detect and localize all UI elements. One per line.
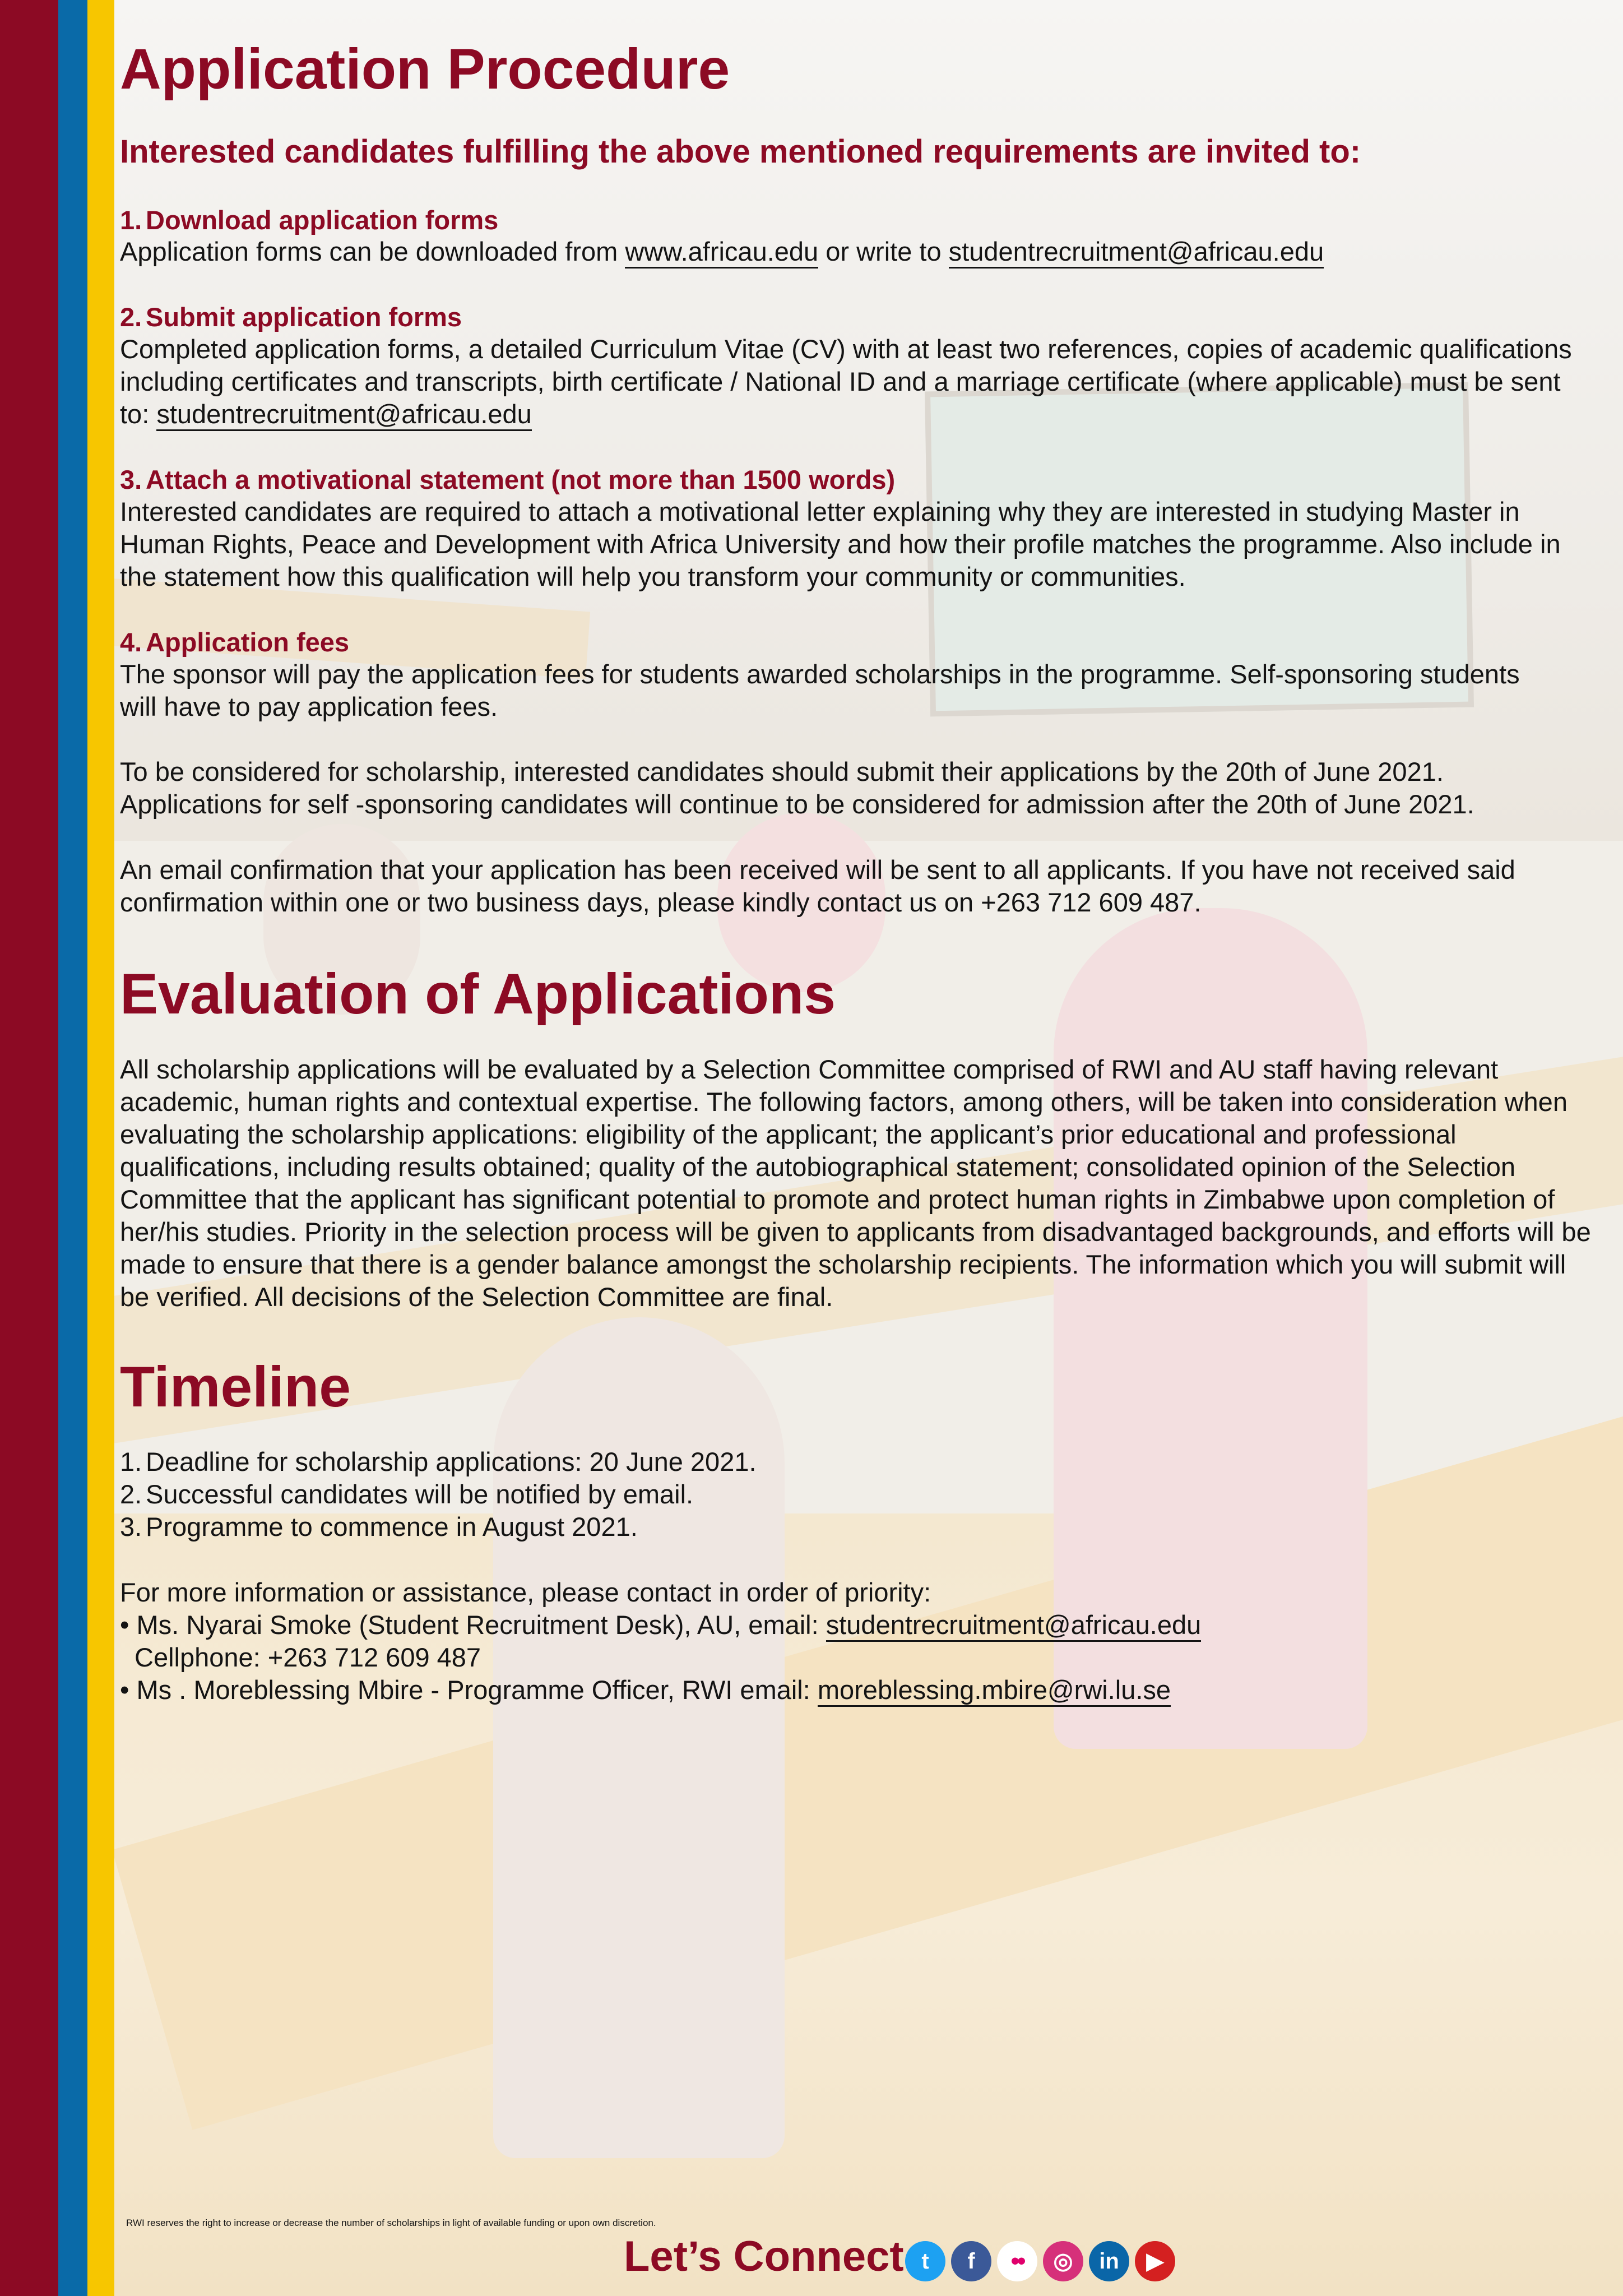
deadline-text: To be considered for scholarship, interested candidates should submit their applications by the 20th of June 2021. Applications for self -sponsoring candidates will continue to be considered for admission after the 20th of June 2021. [120,757,1474,819]
lets-connect-label: Let’s Connect [624,2233,904,2280]
contact-2: • Ms . Moreblessing Mbire - Programme Officer, RWI email: moreblessing.mbire@rwi.lu.se [120,1674,1171,1706]
timeline-item: 2. Successful candidates will be notified by email. [120,1479,694,1509]
contact-intro: For more information or assistance, please contact in order of priority: [120,1577,931,1607]
application-procedure-heading: Application Procedure [120,37,730,101]
contact-1-phone: Cellphone: +263 712 609 487 [135,1642,481,1672]
confirmation-text: An email confirmation that your application has been received will be sent to all applicants. If you have not received said confirmation within one or two business days, please kindly contact us on +263 712 609 487. [120,855,1515,917]
recruitment-email-link[interactable]: studentrecruitment@africau.edu [949,237,1324,269]
contact-1-email-link[interactable]: studentrecruitment@africau.edu [826,1610,1202,1642]
evaluation-heading: Evaluation of Applications [120,962,836,1026]
step-2-heading: 2. Submit application forms [120,302,462,332]
step-2-text: Completed application forms, a detailed Curriculum Vitae (CV) with at least two references, copies of academic qualifications including certificates and transcripts, birth certificate / National ID and a marriage certificate (where applicable) must be sent to: studentrecruitment@africau.edu [120,333,1588,430]
disclaimer-note: RWI reserves the right to increase or decrease the number of scholarships in light of available funding or upon own discretion. [126,2218,656,2228]
step-3-text: Interested candidates are required to attach a motivational letter explaining why they are interested in studying Master in Human Rights, Peace and Development with Africa University and how their profile matches the programme. Also include in the statement how this qualification will help you transform your community or communities. [120,497,1561,591]
contact-2-email-link[interactable]: moreblessing.mbire@rwi.lu.se [818,1675,1171,1707]
timeline-item: 3. Programme to commence in August 2021. [120,1512,638,1542]
social-icons [905,2241,1175,2281]
evaluation-text: All scholarship applications will be evaluated by a Selection Committee comprised of RWI and AU staff having relevant academic, human rights and contextual expertise. The following factors, among others, will be taken into consideration when evaluating the scholarship applications: eligibility of the applicant; the applicant’s prior educational and professional qualifications, including results obtained; quality of the autobiographical statement; consolidated opinion of the Selection Committee that the applicant has significant potential to promote and protect human rights in Zimbabwe upon completion of her/his studies. Priority in the selection process will be given to applicants from disadvantaged backgrounds, and efforts will be made to ensure that there is a gender balance amongst the scholarship recipients. The information which you will submit will be verified. All decisions of the Selection Committee are final. [120,1054,1591,1312]
instagram-icon[interactable]: ◎ [1043,2241,1083,2281]
yellow-side-stripe [87,0,114,2296]
flickr-icon[interactable]: •• [997,2241,1037,2281]
contact-1: • Ms. Nyarai Smoke (Student Recruitment Desk), AU, email: studentrecruitment@africau.edu [120,1609,1201,1641]
timeline-item: 1. Deadline for scholarship applications: 20 June 2021. [120,1447,757,1476]
red-side-stripe [0,0,58,2296]
step-1-heading: 1. Download application forms [120,205,499,235]
submission-email-link[interactable]: studentrecruitment@africau.edu [156,399,532,431]
step-4-text: The sponsor will pay the application fees for students awarded scholarships in the programme. Self-sponsoring students will have to pay application fees. [120,659,1520,721]
application-intro: Interested candidates fulfilling the above mentioned requirements are invited to: [120,133,1361,170]
linkedin-icon[interactable]: in [1089,2241,1129,2281]
africau-website-link[interactable]: www.africau.edu [625,237,818,269]
youtube-icon[interactable]: ▶ [1135,2241,1175,2281]
step-3-heading: 3. Attach a motivational statement (not more than 1500 words) [120,465,896,494]
step-4-heading: 4. Application fees [120,627,350,657]
twitter-icon[interactable]: t [905,2241,945,2281]
blue-side-stripe [58,0,87,2296]
step-1-text: Application forms can be downloaded from www.africau.edu or write to studentrecruitment@africau.edu [120,235,1324,268]
facebook-icon[interactable]: f [951,2241,991,2281]
timeline-heading: Timeline [120,1355,351,1419]
